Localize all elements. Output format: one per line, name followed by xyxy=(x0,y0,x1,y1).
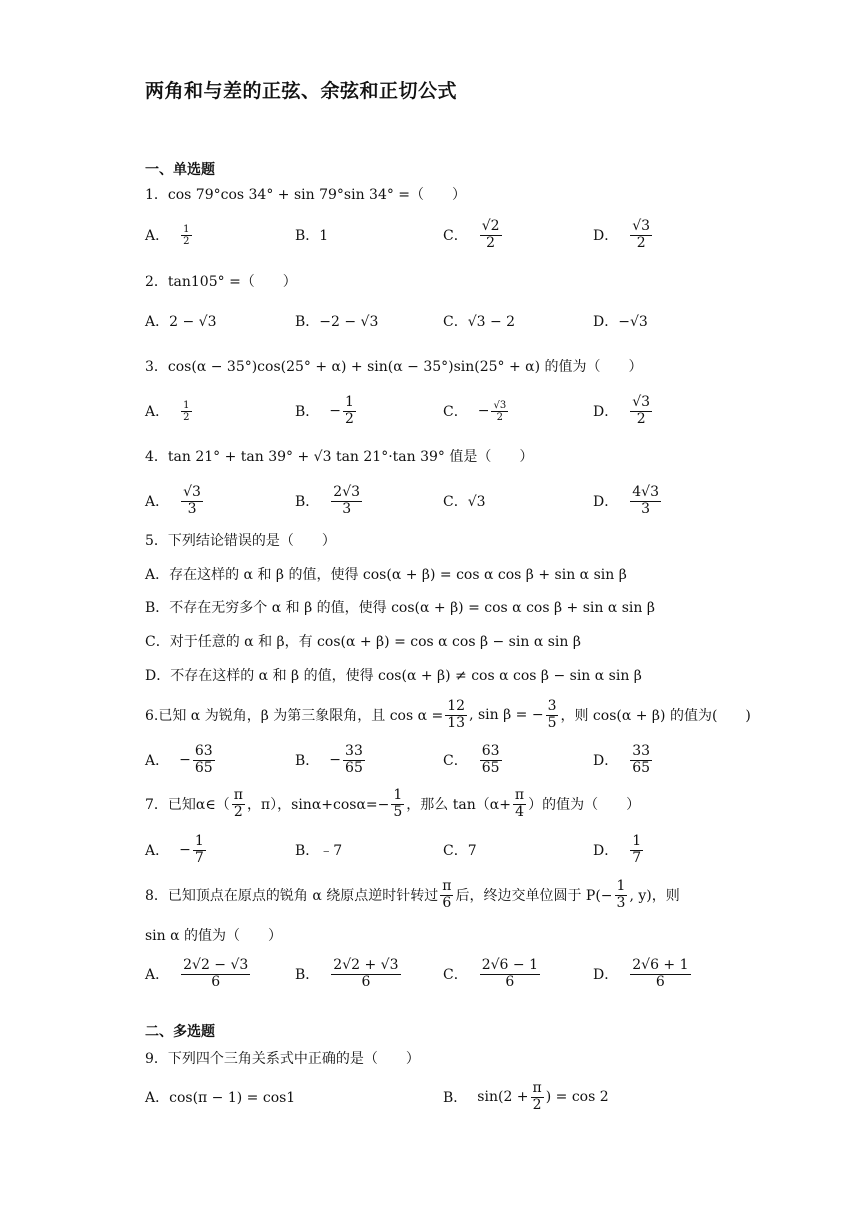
question-8-options xyxy=(145,952,745,996)
question-8-stem-line2: sin α 的值为（ ） xyxy=(145,928,283,944)
q2-option-b[interactable]: B．−2 − √3 xyxy=(295,314,379,330)
q2-option-d[interactable]: D．−√3 xyxy=(593,314,648,330)
q4-d-fraction: $\frac{4√3}{3}$ xyxy=(632,484,659,517)
q6-option-b[interactable]: B． − $\frac{33}{65}$ xyxy=(295,743,363,776)
question-6-options xyxy=(145,738,745,782)
q5-option-d[interactable]: D．不存在这样的 α 和 β 的值，使得 cos(α + β) ≠ cos α cos β − sin α sin β xyxy=(145,668,642,684)
q6-option-c[interactable]: C． $\frac{63}{65}$ xyxy=(443,743,500,776)
section-multiple-choice: 二、多选题 xyxy=(145,1024,215,1040)
q5-option-a[interactable]: A．存在这样的 α 和 β 的值，使得 cos(α + β) = cos α cos β + sin α sin β xyxy=(145,567,627,583)
question-3-stem: 3．cos(α − 35°)cos(25° + α) + sin(α − 35°)sin(25° + α) 的值为（ ） xyxy=(145,359,643,375)
q7-option-a[interactable]: A． − $\frac{1}{7}$ xyxy=(145,833,204,866)
q7-pi-quarter-fraction: $\frac{\pi}{4}$ xyxy=(514,787,525,820)
q6-a-fraction: $\frac{63}{65}$ xyxy=(194,743,213,776)
q6-option-d[interactable]: D． $\frac{33}{65}$ xyxy=(593,743,651,776)
q8-c-fraction: $\frac{2√6 - 1}{6}$ xyxy=(481,957,538,990)
question-2-stem: 2．tan105° =（ ） xyxy=(145,274,297,290)
q8-b-fraction: $\frac{2√2 + √3}{6}$ xyxy=(333,957,399,990)
q3-option-a[interactable]: A． $\frac{1}{2}$ xyxy=(145,399,190,423)
q3-d-fraction: $\frac{√3}{2}$ xyxy=(632,394,651,427)
q1-c-fraction: $\frac{√2}{2}$ xyxy=(481,218,500,251)
q8-option-b[interactable]: B． $\frac{2√2 + √3}{6}$ xyxy=(295,957,399,990)
q4-option-b[interactable]: B． $\frac{2√3}{3}$ xyxy=(295,484,361,517)
q7-option-c[interactable]: C．7 xyxy=(443,843,477,859)
q5-option-c[interactable]: C．对于任意的 α 和 β，有 cos(α + β) = cos α cos β − sin α sin β xyxy=(145,634,581,650)
q9-b-fraction: $\frac{\pi}{2}$ xyxy=(532,1080,542,1113)
question-1-stem: 1．cos 79°cos 34° + sin 79°sin 34° =（ ） xyxy=(145,187,467,203)
q5-option-b[interactable]: B．不存在无穷多个 α 和 β 的值，使得 cos(α + β) = cos α cos β + sin α sin β xyxy=(145,600,655,616)
q3-option-b[interactable]: B． − $\frac{1}{2}$ xyxy=(295,394,354,427)
q3-a-fraction: $\frac{1}{2}$ xyxy=(183,399,190,423)
question-3-options xyxy=(145,389,745,433)
q7-one-fifth-fraction: $\frac{1}{5}$ xyxy=(393,787,403,820)
question-9-stem: 9．下列四个三角关系式中正确的是（ ） xyxy=(145,1051,420,1067)
q4-option-a[interactable]: A． $\frac{√3}{3}$ xyxy=(145,484,201,517)
question-4-stem: 4．tan 21° + tan 39° + √3 tan 21°·tan 39° 值是（ ） xyxy=(145,449,534,465)
q1-option-c[interactable]: C． $\frac{√2}{2}$ xyxy=(443,218,500,251)
q4-b-fraction: $\frac{2√3}{3}$ xyxy=(333,484,361,517)
q3-c-fraction: $\frac{√3}{2}$ xyxy=(493,399,507,423)
q4-a-fraction: $\frac{√3}{3}$ xyxy=(183,484,201,517)
q8-one-third-fraction: $\frac{1}{3}$ xyxy=(616,878,626,911)
q4-option-c[interactable]: C．√3 xyxy=(443,494,486,510)
q7-option-b[interactable]: B．﹣7 xyxy=(295,843,343,859)
question-1-options xyxy=(145,213,745,257)
q1-option-b[interactable]: B．1 xyxy=(295,228,329,244)
q8-option-c[interactable]: C． $\frac{2√6 - 1}{6}$ xyxy=(443,957,538,990)
question-9-options xyxy=(145,1075,745,1119)
q1-option-d[interactable]: D． $\frac{√3}{2}$ xyxy=(593,218,651,251)
q6-b-fraction: $\frac{33}{65}$ xyxy=(345,743,363,776)
q8-pi-sixth-fraction: $\frac{\pi}{6}$ xyxy=(442,878,452,911)
q6-option-a[interactable]: A． − $\frac{63}{65}$ xyxy=(145,743,213,776)
page-title: 两角和与差的正弦、余弦和正切公式 xyxy=(145,80,458,102)
q9-option-b[interactable]: B． sin(2 + $\frac{\pi}{2}$ ) = cos 2 xyxy=(443,1080,609,1113)
question-7-options xyxy=(145,828,745,872)
question-4-options xyxy=(145,479,745,523)
q9-option-a[interactable]: A．cos(π − 1) = cos1 xyxy=(145,1090,296,1106)
q8-option-a[interactable]: A． $\frac{2√2 - √3}{6}$ xyxy=(145,957,249,990)
question-2-options xyxy=(145,299,745,343)
q6-sin-fraction: $\frac{3}{5}$ xyxy=(547,698,557,731)
q7-a-fraction: $\frac{1}{7}$ xyxy=(194,833,204,866)
q8-option-d[interactable]: D． $\frac{2√6 + 1}{6}$ xyxy=(593,957,689,990)
q8-d-fraction: $\frac{2√6 + 1}{6}$ xyxy=(632,957,689,990)
q7-option-d[interactable]: D． $\frac{1}{7}$ xyxy=(593,833,642,866)
section-single-choice: 一、单选题 xyxy=(145,162,215,178)
q6-d-fraction: $\frac{33}{65}$ xyxy=(632,743,651,776)
q7-pi-half-fraction: $\frac{\pi}{2}$ xyxy=(233,787,243,820)
q2-option-a[interactable]: A．2 − √3 xyxy=(145,314,217,330)
q1-a-fraction: $\frac{1}{2}$ xyxy=(183,223,190,247)
q3-option-d[interactable]: D． $\frac{√3}{2}$ xyxy=(593,394,651,427)
q6-cos-fraction: $\frac{12}{13}$ xyxy=(447,698,466,731)
q1-d-fraction: $\frac{√3}{2}$ xyxy=(632,218,651,251)
q6-c-fraction: $\frac{63}{65}$ xyxy=(481,743,500,776)
question-5-stem: 5．下列结论错误的是（ ） xyxy=(145,533,336,549)
q1-option-a[interactable]: A． $\frac{1}{2}$ xyxy=(145,223,190,247)
q4-option-d[interactable]: D． $\frac{4√3}{3}$ xyxy=(593,484,659,517)
q3-b-fraction: $\frac{1}{2}$ xyxy=(345,394,354,427)
question-8-stem: 8．已知顶点在原点的锐角 α 绕原点逆时针转过 $\frac{\pi}{6}$ 后，终边交单位圆于 P(− $\frac{1}{3}$ , y)，则 xyxy=(145,878,680,911)
q8-a-fraction: $\frac{2√2 - √3}{6}$ xyxy=(183,957,249,990)
q3-option-c[interactable]: C． − $\frac{√3}{2}$ xyxy=(443,399,507,423)
question-7-stem: 7．已知α∈（ $\frac{\pi}{2}$ ，π），sinα+cosα=− $\frac{1}{5}$ ，那么 tan（α+ $\frac{\pi}{4}$ ）的值为（ ） xyxy=(145,787,641,820)
q2-option-c[interactable]: C．√3 − 2 xyxy=(443,314,516,330)
question-6-stem: 6.已知 α 为锐角，β 为第三象限角，且 cos α = $\frac{12}{13}$ , sin β = − $\frac{3}{5}$ ，则 cos(α + β) 的值为( ) xyxy=(145,698,751,731)
q7-d-fraction: $\frac{1}{7}$ xyxy=(632,833,642,866)
